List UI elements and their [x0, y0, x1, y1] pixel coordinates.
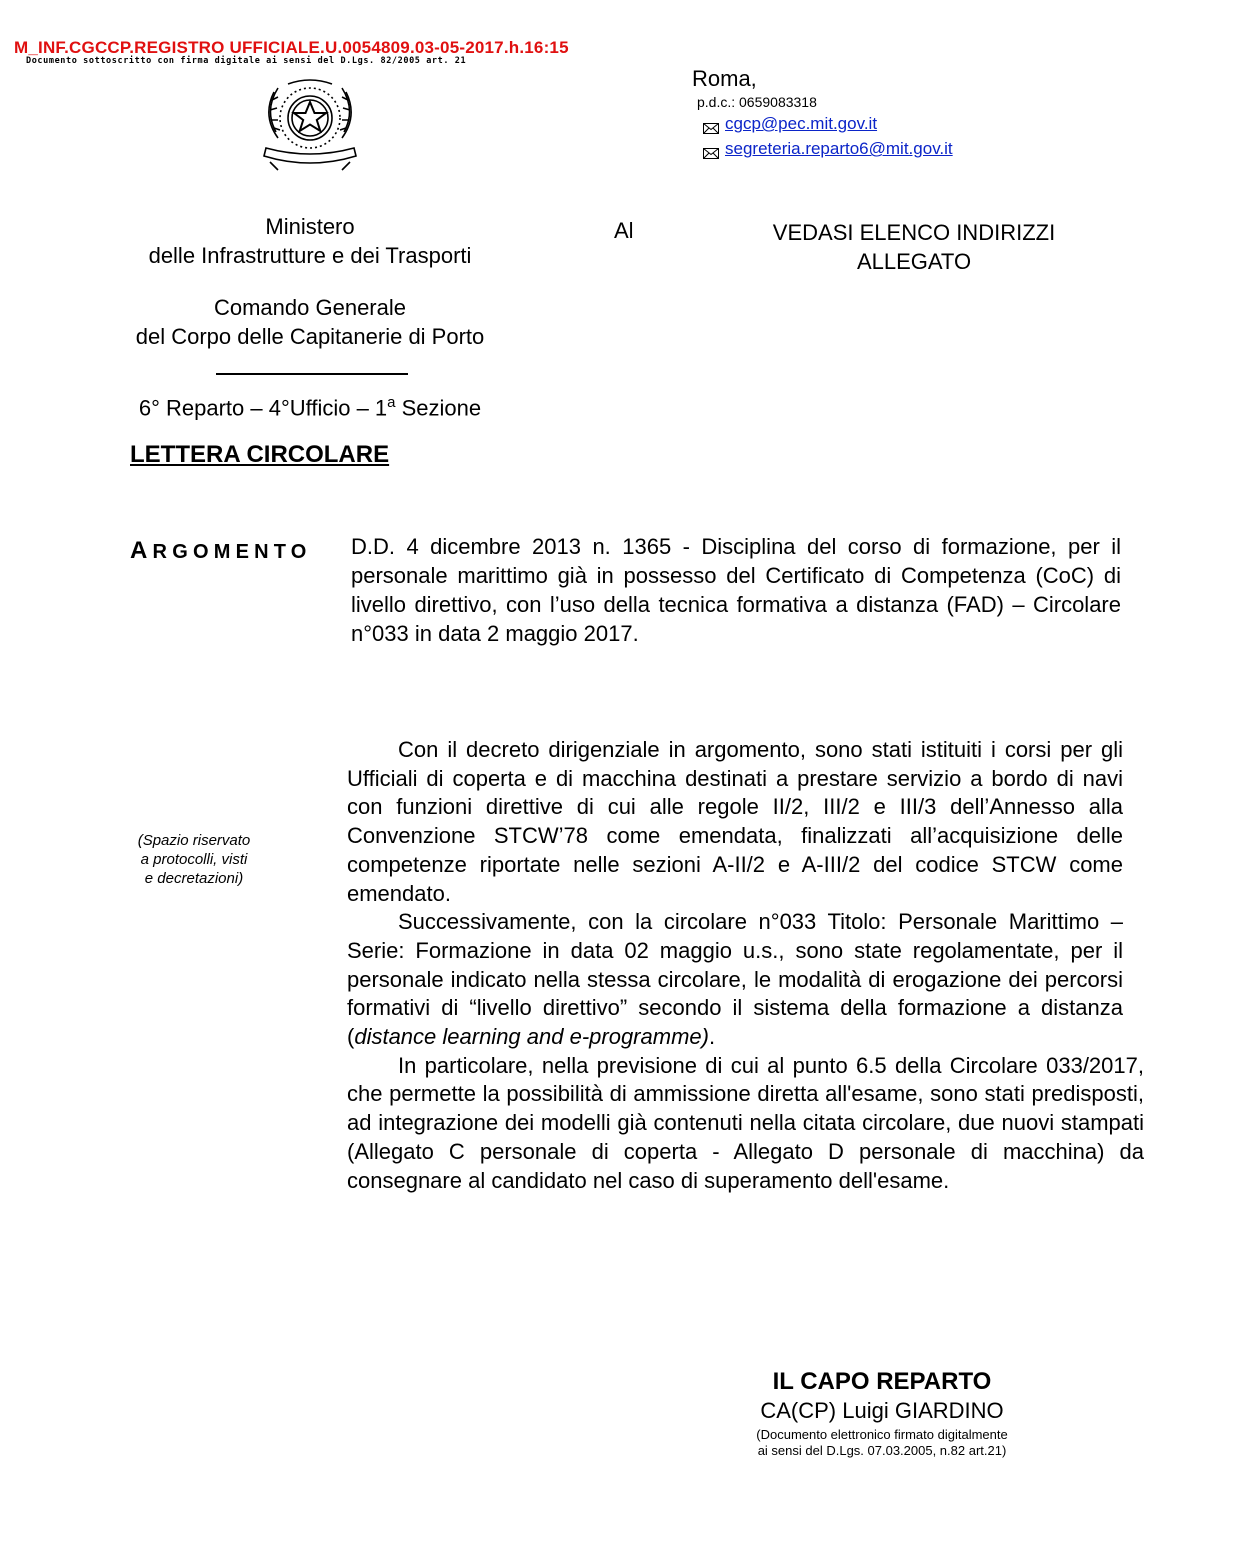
recipient-line-2: ALLEGATO [856, 249, 972, 274]
contact-phone: p.d.c.: 0659083318 [697, 94, 817, 110]
sender-ministero [110, 212, 510, 270]
repubblica-italiana-emblem-icon [254, 70, 366, 178]
reserved-space-line-1: (Spazio riservato [137, 832, 251, 849]
recipient-prefix: Al [614, 218, 634, 243]
email-line-segreteria [703, 139, 953, 159]
argomento-text: D.D. 4 dicembre 2013 n. 1365 - Disciplina del corso di formazione, per il personale marittimo già in possesso del Certificato di Competenza (CoC) di livello direttivo, con l’uso della tecnica formativa a distanza (FAD) – Circolare n°033 in data 2 maggio 2017. [351, 534, 1121, 646]
argomento-label-initial: A [130, 537, 153, 564]
header-divider [216, 373, 408, 375]
reparto-text: 6° Reparto – 4°Ufficio – 1 [138, 395, 388, 421]
reserved-space-note [110, 831, 278, 888]
email-line-pec [703, 114, 877, 134]
sender-reparto [90, 388, 530, 422]
signature-note-line-2: ai sensi del D.Lgs. 07.03.2005, n.82 art.21) [757, 1443, 1007, 1458]
sender-comando [100, 293, 520, 351]
signature-note [700, 1427, 1064, 1459]
document-type-title: LETTERA CIRCOLARE [130, 441, 390, 468]
comando-line-1: Comando Generale [213, 295, 406, 320]
reparto-sezione: Sezione [395, 395, 482, 421]
body-paragraph-2-text: Successivamente, con la circolare n°033 Titolo: Personale Marittimo – Serie: Formazione in data 02 maggio u.s., sono state regolamentate, per il personale indicato nella stessa circolare, le modalità di erogazione dei percorsi formativi di “livello direttivo” secondo il sistema della formazione a distanza ( [347, 909, 1123, 1050]
signature-title: IL CAPO REPARTO [772, 1368, 992, 1395]
body-paragraph-2-italic: distance learning and e-programme) [354, 1024, 709, 1050]
email-link-pec[interactable]: cgcp@pec.mit.gov.it [725, 114, 878, 133]
signature-note-line-1: (Documento elettronico firmato digitalmente [756, 1427, 1008, 1442]
argomento-label-rest: RGOMENTO [152, 541, 312, 563]
recipient-line-1: VEDASI ELENCO INDIRIZZI [772, 220, 1056, 245]
signature-name: CA(CP) Luigi GIARDINO [760, 1398, 1004, 1423]
letter-body [347, 736, 1144, 1195]
body-paragraph-2-end: . [708, 1024, 716, 1050]
ministero-line-2: delle Infrastrutture e dei Trasporti [148, 243, 472, 268]
digital-signature-stamp-note: Documento sottoscritto con firma digitale ai sensi del D.Lgs. 82/2005 art. 21 [26, 56, 467, 66]
protocol-stamp: M_INF.CGCCP.REGISTRO UFFICIALE.U.0054809.03-05-2017.h.16:15 [14, 38, 569, 57]
email-link-segreteria[interactable]: segreteria.reparto6@mit.gov.it [725, 139, 953, 158]
argomento-label [130, 537, 312, 565]
ministero-line-1: Ministero [265, 214, 355, 239]
envelope-icon [703, 119, 719, 130]
body-paragraph-1: Con il decreto dirigenziale in argomento, sono stati istituiti i corsi per gli Ufficiali di coperta e di macchina destinati a prestare servizio a bordo di navi con funzioni direttive di cui alle regole II/2, III/2 e III/3 dell’Annesso alla Convenzione STCW’78 come emendata, finalizzati all’acquisizione delle competenze riportate nelle sezioni A-II/2 e A-III/2 del codice STCW come emendato. [347, 737, 1123, 906]
body-paragraph-3: In particolare, nella previsione di cui al punto 6.5 della Circolare 033/2017, che permette la possibilità di ammissione diretta all'esame, sono stati predisposti, ad integrazione dei modelli già contenuti nella citata circolare, due nuovi stampati (Allegato C personale di coperta - Allegato D personale di macchina) da consegnare al candidato nel caso di superamento dell'esame. [347, 1052, 1144, 1193]
place-label: Roma, [692, 66, 757, 91]
recipient-block [730, 218, 1098, 276]
body-paragraph-2 [347, 908, 1123, 1052]
reserved-space-line-2: a protocolli, visti [140, 851, 248, 868]
reparto-superscript: a [387, 394, 396, 411]
reserved-space-line-3: e decretazioni) [144, 870, 244, 887]
comando-line-2: del Corpo delle Capitanerie di Porto [135, 324, 485, 349]
envelope-icon [703, 144, 719, 155]
